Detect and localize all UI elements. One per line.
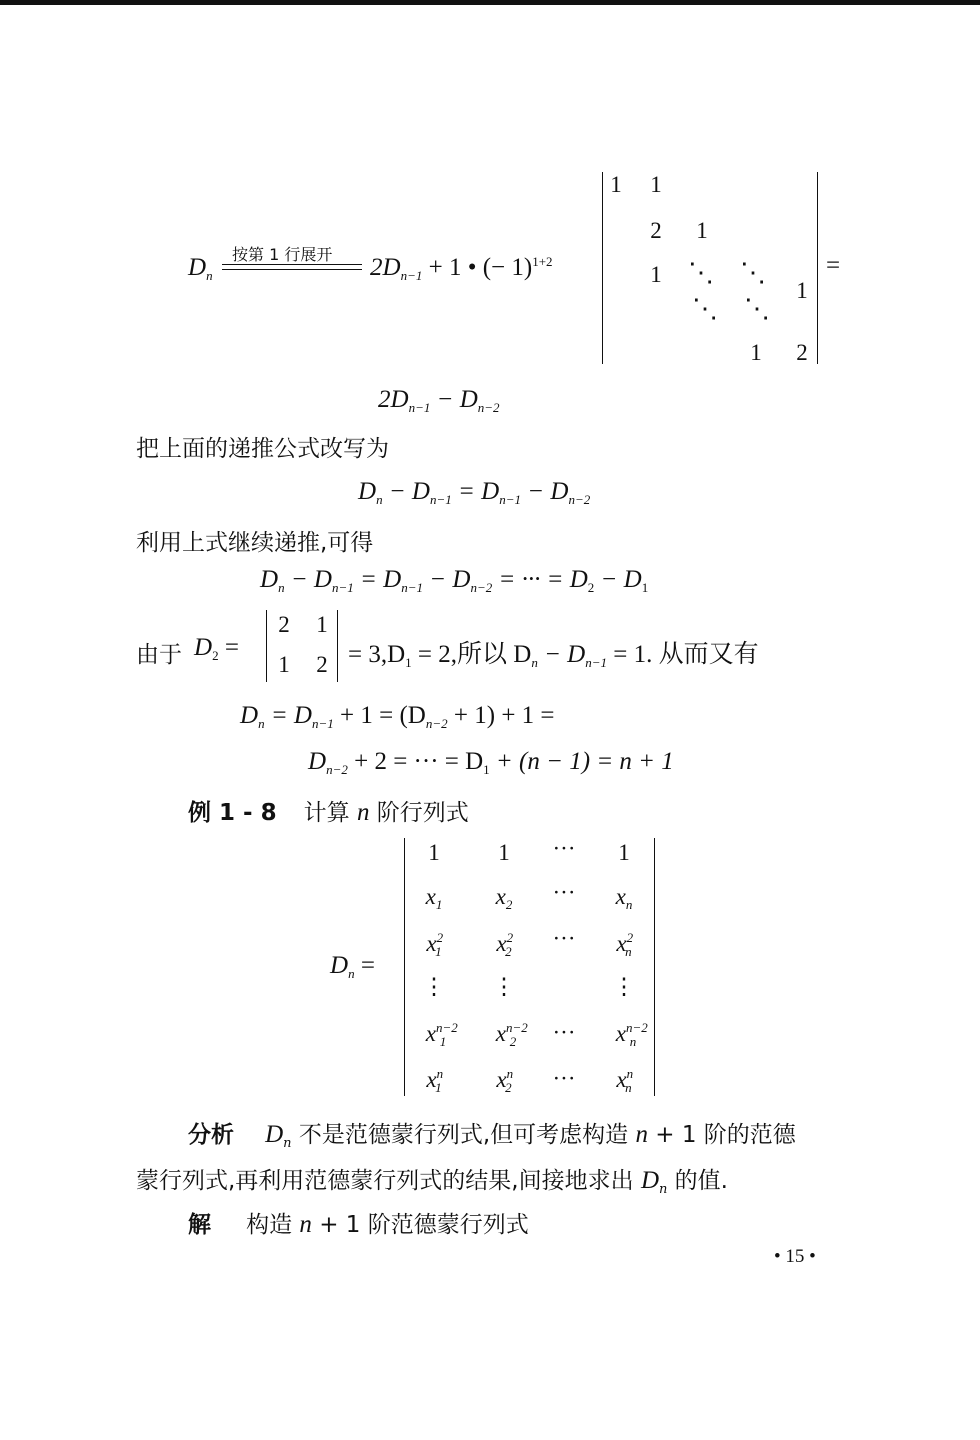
det2-cell: $x^{n-2}_2$ (495, 1020, 528, 1049)
det2-cell: $x^n_2$ (496, 1066, 514, 1095)
example-label: 例 1 - 8 (188, 800, 277, 826)
det2-left-bar (404, 838, 405, 1096)
page-number: • 15 • (774, 1246, 816, 1267)
diagonal-dots: ⋱ (688, 258, 714, 288)
det2-right-bar (654, 838, 655, 1096)
det2-cell: 1 (498, 840, 510, 865)
det1-cell: 1 (610, 172, 622, 197)
det2-cell: ⋮ (612, 974, 636, 999)
paragraph-text: 把上面的递推公式改写为 (136, 436, 389, 462)
eq1-line2: $2D_{n-1} - D_{n-2}$ (378, 386, 500, 415)
analysis-label: 分析 (188, 1122, 234, 1148)
det2-cell: ··· (552, 836, 576, 861)
diagonal-dots: ⋱ (740, 258, 766, 288)
det2-cell: $x^2_1$ (426, 930, 444, 959)
det2x2-cell: 2 (278, 612, 290, 637)
example-heading: 例 1 - 8 计算 n 阶行列式 (188, 799, 469, 826)
det1-right-bar (817, 172, 818, 364)
diagonal-dots: ⋱ (692, 294, 718, 324)
det1-cell: 1 (650, 262, 662, 287)
det2-cell: $x^{n-2}_1$ (425, 1020, 458, 1049)
line4-prefix: 由于 (136, 642, 182, 668)
eq1-trailing-equals: = (826, 252, 841, 279)
det2-cell: ⋮ (422, 974, 446, 999)
det2-cell: 1 (618, 840, 630, 865)
det2-cell: $x_1$ (425, 884, 443, 912)
eq5-line1: $D_n = D_{n-1} + 1 = (D_{n-2} + 1) + 1$ = (240, 702, 555, 731)
det1-left-bar (602, 172, 603, 364)
det1-cell: 1 (696, 218, 708, 243)
det2-cell: $x^n_n$ (616, 1066, 634, 1095)
eq1-lhs: $D_n$ (188, 254, 213, 283)
det2-cell: $x^{n-2}_n$ (615, 1020, 648, 1049)
eq1-rhs: $2D_{n-1} + 1$ • (− 1)$^{1+2}$ (370, 254, 553, 283)
det2-cell: 1 (428, 840, 440, 865)
diagonal-dots: ⋱ (744, 294, 770, 324)
eq1-arrow-line-top (222, 264, 362, 265)
det1-cell: 1 (750, 340, 762, 365)
det1-cell: 1 (796, 278, 808, 303)
det2-cell: ⋮ (492, 974, 516, 999)
det2-lhs: $D_n$ = (330, 952, 375, 981)
solution-label: 解 (188, 1212, 211, 1238)
det2-cell: $x^n_1$ (426, 1066, 444, 1095)
eq1-arrow-label: 按第 1 行展开 (232, 245, 333, 264)
eq2: $D_n - D_{n-1} = D_{n-1} - D_{n-2}$ (358, 478, 591, 507)
solution-line: 解 构造 n + 1 阶范德蒙行列式 (188, 1211, 529, 1238)
det2x2-cell: 1 (316, 612, 328, 637)
line4-d2: $D_2$ = (194, 634, 239, 663)
eq1-arrow-line-bottom (222, 269, 362, 270)
det2-cell: $x^2_2$ (496, 930, 514, 959)
line4-rest: = $3,D_1 = 2$,所以 $D_n - D_{n-1} = 1$. 从而又有 (348, 641, 759, 670)
top-border (0, 0, 980, 5)
paragraph-text: 利用上式继续递推,可得 (136, 530, 374, 556)
det2x2-cell: 1 (278, 652, 290, 677)
analysis-line2: 蒙行列式,再利用范德蒙行列式的结果,间接地求出 $D_n$ 的值. (136, 1167, 728, 1197)
det2-cell: ··· (552, 1066, 576, 1091)
det1-cell: 2 (650, 218, 662, 243)
det2-cell: $x^2_n$ (616, 930, 634, 959)
det2-cell: ··· (552, 1020, 576, 1045)
det1-cell: 1 (650, 172, 662, 197)
det1-cell: 2 (796, 340, 808, 365)
eq5-line2: $D_{n-2} + 2$ = ··· = $D_1 + (n - 1) = n + 1$ (308, 748, 674, 777)
det2-cell: $x_2$ (495, 884, 513, 912)
det2-cell: $x_n$ (615, 884, 633, 912)
analysis-line1: 分析 $D_n$ 不是范德蒙行列式,但可考虑构造 n + 1 阶的范德 (188, 1121, 796, 1151)
eq3: $D_n - D_{n-1} = D_{n-1} - D_{n-2}$ = ··· = $D_2 - D_1$ (260, 566, 649, 595)
det2-cell: ··· (552, 880, 576, 905)
det2x2-cell: 2 (316, 652, 328, 677)
det2-cell: ··· (552, 926, 576, 951)
